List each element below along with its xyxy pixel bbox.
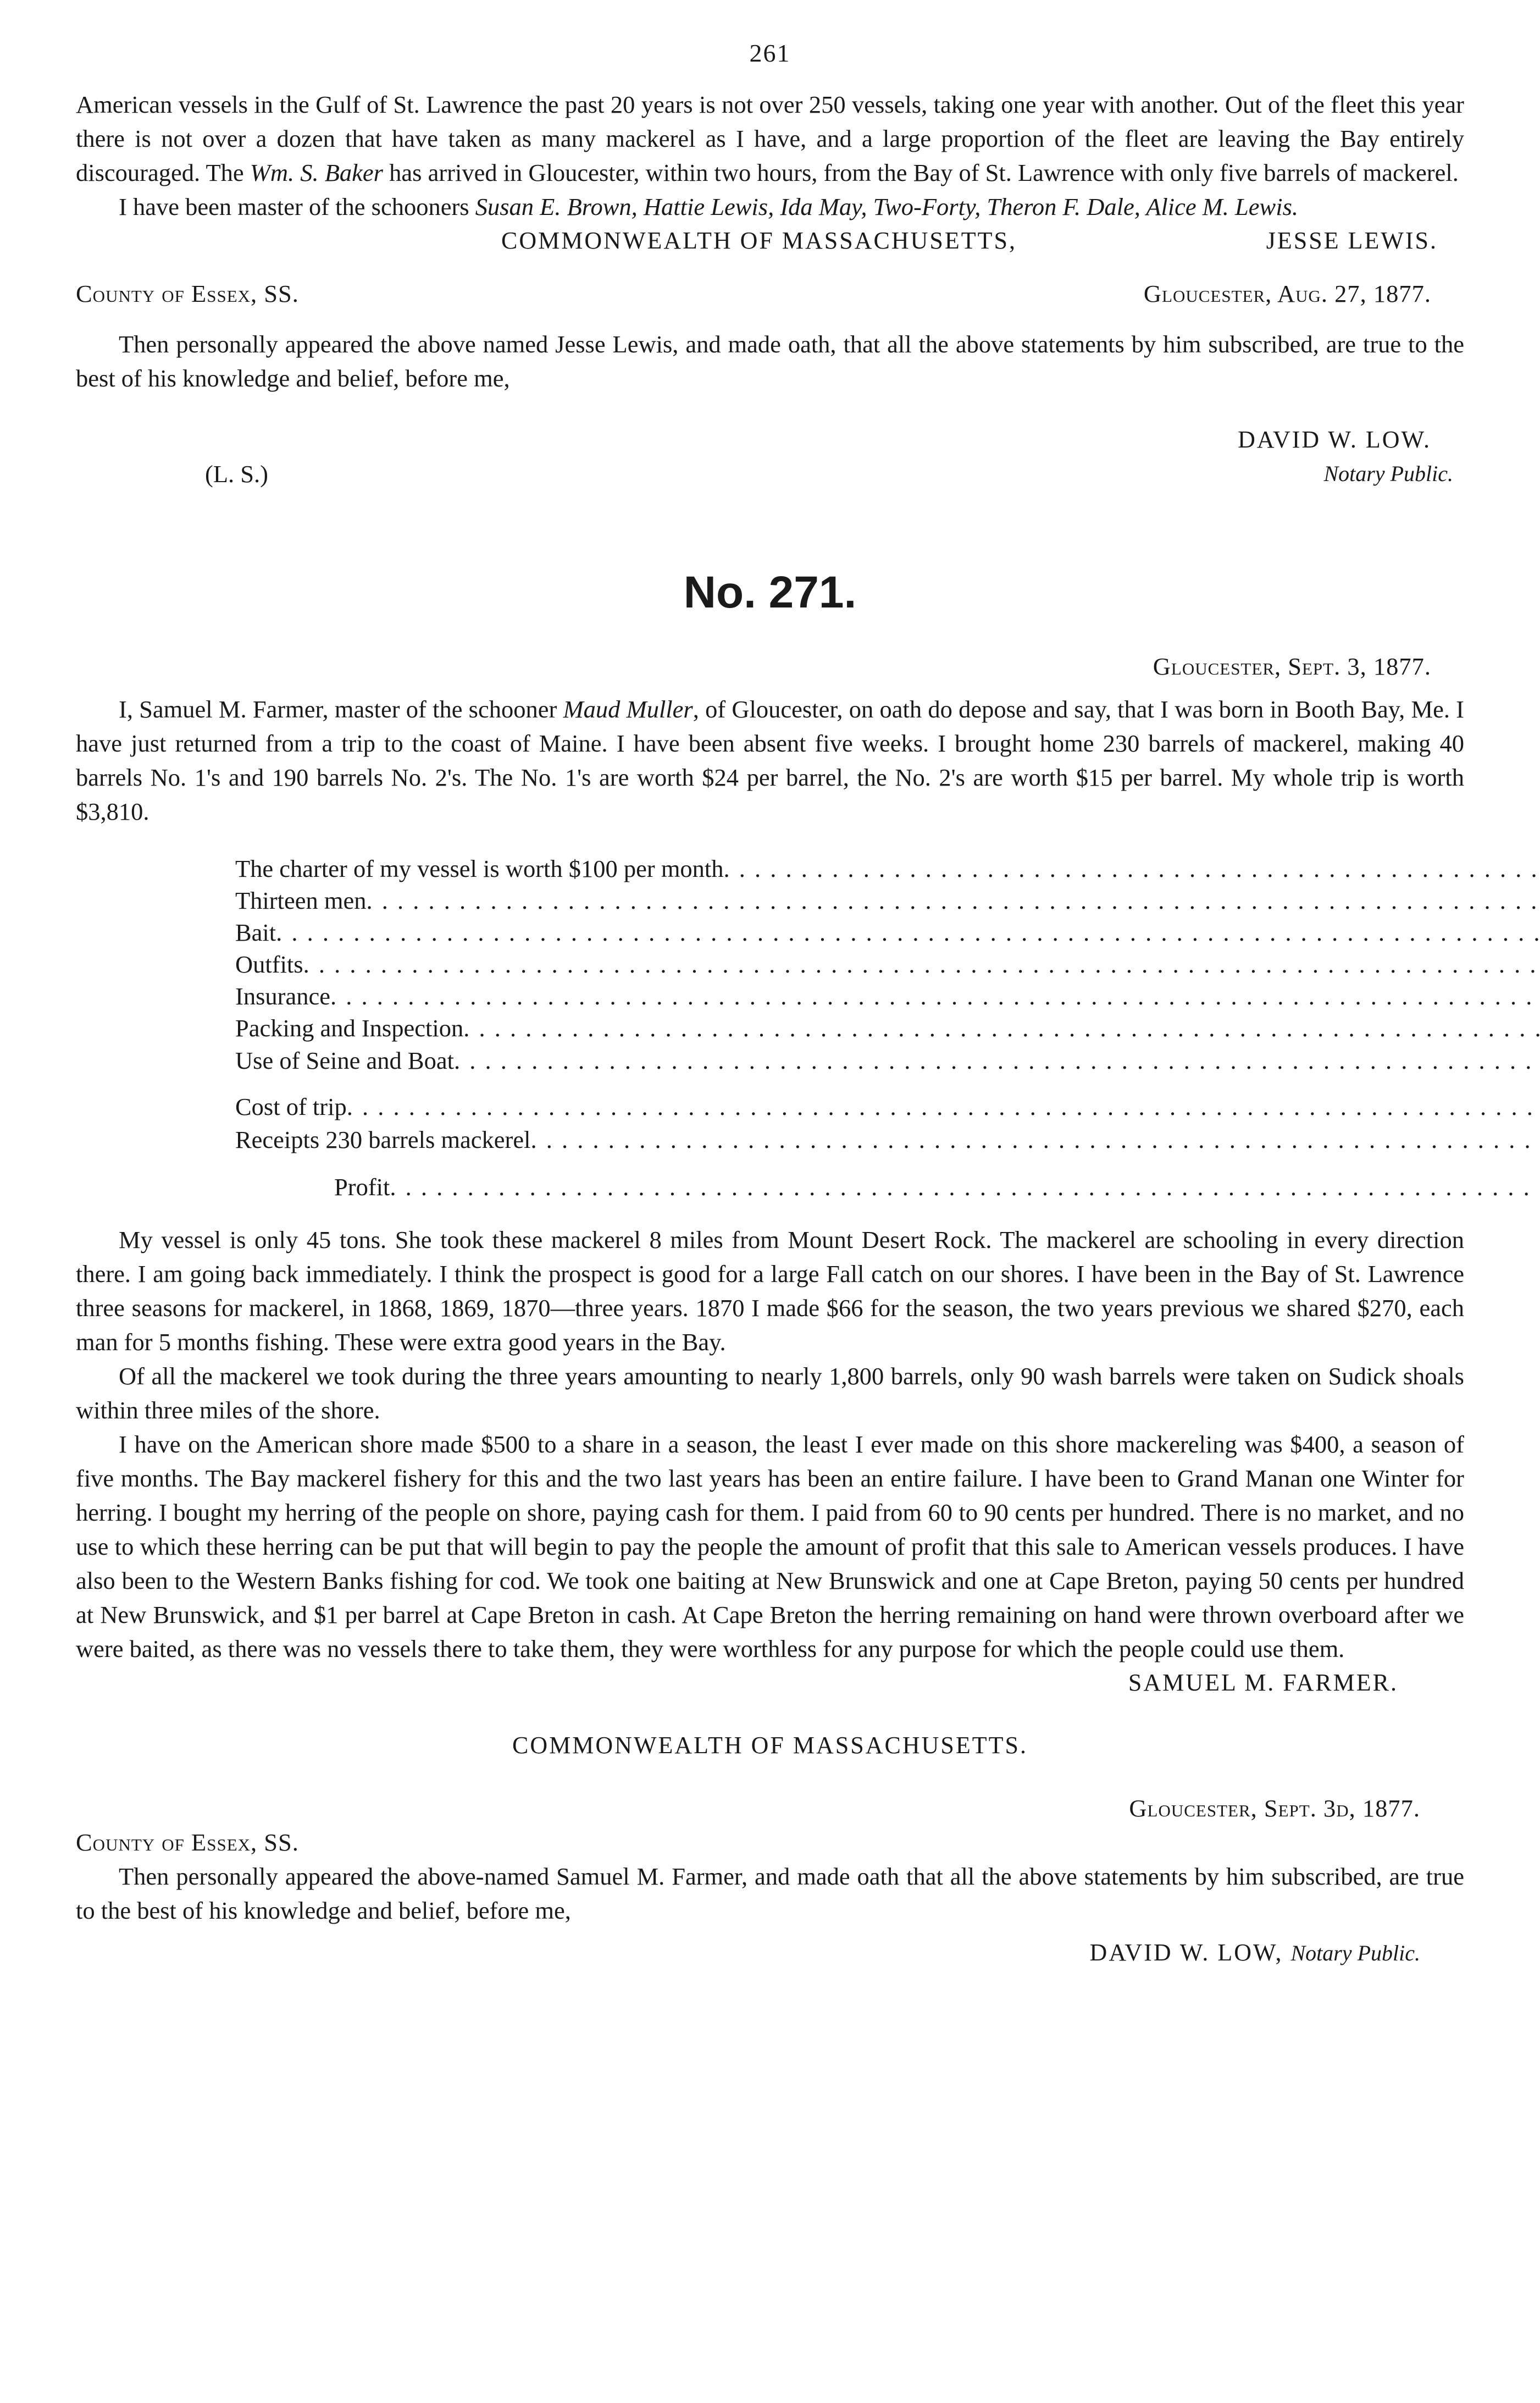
commonwealth-heading-2: COMMONWEALTH OF MASSACHUSETTS. bbox=[512, 1732, 1028, 1759]
cost-row bbox=[235, 1091, 1540, 1123]
expense-label: Bait bbox=[235, 919, 276, 946]
schooners-paragraph bbox=[76, 190, 1464, 224]
expense-label: Outfits bbox=[235, 951, 303, 978]
signature-jesse-lewis: JESSE LEWIS. bbox=[1266, 227, 1438, 254]
expense-label: Thirteen men bbox=[235, 887, 367, 914]
place-date-3: Gloucester, Sept. 3d, 1877. bbox=[1129, 1794, 1420, 1822]
expense-label: Use of Seine and Boat bbox=[235, 1046, 454, 1074]
expense-label: The charter of my vessel is worth $100 per month bbox=[235, 855, 724, 882]
expense-row bbox=[235, 980, 1540, 1012]
oath-paragraph-2: Then personally appeared the above-named Samuel M. Farmer, and made oath that all the above statements by him subscribed, are true to the best of his knowledge and belief, before me, bbox=[76, 1863, 1464, 1924]
fleet-the: The bbox=[200, 159, 250, 186]
receipts-label: Receipts 230 barrels mackerel bbox=[235, 1125, 531, 1153]
trip-accounts-table bbox=[235, 853, 1540, 1203]
expense-row bbox=[235, 948, 1540, 980]
oath-paragraph-1: Then personally appeared the above named Jesse Lewis, and made oath, that all the above statements by him subscribed, are true to the best of his knowledge and belief, before me, bbox=[76, 330, 1464, 392]
spacer-row bbox=[235, 1077, 1540, 1091]
schooners-intro: I have been master of the schooners bbox=[119, 193, 475, 220]
notary-name-1: DAVID W. LOW. bbox=[1238, 426, 1431, 453]
barrels-paragraph: Of all the mackerel we took during the three years amounting to nearly 1,800 barrels, only 90 wash barrels were taken on Sudick shoals within three miles of the shore. bbox=[76, 1362, 1464, 1424]
schooner-names: Susan E. Brown, Hattie Lewis, Ida May, Two-Forty, Theron F. Dale, Alice M. Lewis. bbox=[475, 193, 1299, 220]
commonwealth-heading-1: COMMONWEALTH OF MASSACHUSETTS, bbox=[501, 227, 1017, 254]
notary-title-1: Notary Public. bbox=[1323, 461, 1453, 486]
notary-signature-2 bbox=[76, 1935, 1464, 1970]
venue-line-1 bbox=[76, 277, 1464, 311]
page-number: 261 bbox=[749, 39, 791, 67]
shore-paragraph: I have on the American shore made $500 to a share in a season, the least I ever made on this shore mackereling was $400, a season of five months. The Bay mackerel fishery for this and the two last years has been an entire failure. I have been to Grand Manan one Winter for herring. I bought my herring of the people on shore, paying cash for them. I paid from 60 to 90 cents per hundred. There is no market, and no use to which these herring can be put that will begin to pay the people the amount of profit that this sale to American vessels produces. I have also been to the Western Banks fishing for cod. We took one baiting at New Brunswick and one at Cape Breton, paying 50 cents per hundred at New Brunswick, and $1 per barrel at Cape Breton in cash. At Cape Breton the herring remaining on hand were thrown overboard after we were baited, as there was no vessels there to take them, they were worthless for any purpose for which the people could use them. bbox=[76, 1430, 1464, 1662]
deposition-intro: I, Samuel M. Farmer, master of the schooner bbox=[119, 695, 563, 723]
expense-label: Insurance bbox=[235, 982, 330, 1010]
place-date-2: Gloucester, Sept. 3, 1877. bbox=[1153, 653, 1431, 680]
profit-label: Profit bbox=[334, 1173, 390, 1201]
deposition-text: , of Gloucester, on oath do depose and say, that I was born in Booth Bay, Me. I have just returned from a trip to the coast of Maine. I have been absent five weeks. I brought home 230 barrels of mackerel, making 40 barrels No. 1's and 190 barrels No. 2's. The No. 1's are worth $24 per barrel, the No. 2's are worth $15 per barrel. My whole trip is worth $3,810. bbox=[76, 695, 1464, 825]
deposition-number-heading: No. 271. bbox=[683, 567, 857, 617]
expense-row bbox=[235, 885, 1540, 916]
notary-title-2: Notary Public. bbox=[1290, 1941, 1420, 1965]
vessel-name-baker: Wm. S. Baker bbox=[250, 159, 383, 186]
profit-row bbox=[235, 1171, 1540, 1203]
county-2: County of Essex, SS. bbox=[76, 1829, 299, 1856]
spacer-row bbox=[235, 1156, 1540, 1171]
notary-signature-1 bbox=[1238, 423, 1464, 491]
cost-label: Cost of trip bbox=[235, 1093, 347, 1120]
signature-samuel-farmer: SAMUEL M. FARMER. bbox=[1128, 1669, 1398, 1696]
expense-label: Packing and Inspection bbox=[235, 1014, 464, 1042]
notary-name-2: DAVID W. LOW, bbox=[1089, 1939, 1291, 1966]
receipts-row bbox=[235, 1123, 1540, 1156]
place-date-1: Gloucester, Aug. 27, 1877. bbox=[1143, 280, 1431, 307]
county-1: County of Essex, SS. bbox=[76, 280, 299, 307]
affidavit-paragraph-fleet bbox=[76, 87, 1464, 190]
vessel-name-maud-muller: Maud Muller bbox=[563, 695, 693, 723]
expense-rows bbox=[235, 853, 1540, 1077]
expense-row bbox=[235, 1012, 1540, 1044]
expense-row bbox=[235, 1044, 1540, 1077]
fleet-text: American vessels in the Gulf of St. Lawrence the past 20 years is not over 250 vessels, taking one year with another. Out of the fleet this year there is not over a dozen that have taken as many mackerel as I have, and a large proportion of the fleet are leaving the Bay entirely discouraged. bbox=[76, 91, 1464, 186]
vessel-paragraph: My vessel is only 45 tons. She took these mackerel 8 miles from Mount Desert Rock. The mackerel are schooling in every direction there. I am going back immediately. I think the prospect is good for a large Fall catch on our shores. I have been in the Bay of St. Lawrence three seasons for mackerel, in 1868, 1869, 1870—three years. 1870 I made $66 for the season, the two years previous we shared $270, each man for 5 months fishing. These were extra good years in the Bay. bbox=[76, 1226, 1464, 1356]
fleet-text-end: has arrived in Gloucester, within two hours, from the Bay of St. Lawrence with only five barrels of mackerel. bbox=[383, 159, 1459, 186]
expense-row bbox=[235, 853, 1540, 885]
seal-ls: (L. S.) bbox=[205, 460, 268, 488]
notary-block-1 bbox=[76, 423, 1464, 491]
deposition-paragraph bbox=[76, 692, 1464, 828]
expense-row bbox=[235, 916, 1540, 948]
